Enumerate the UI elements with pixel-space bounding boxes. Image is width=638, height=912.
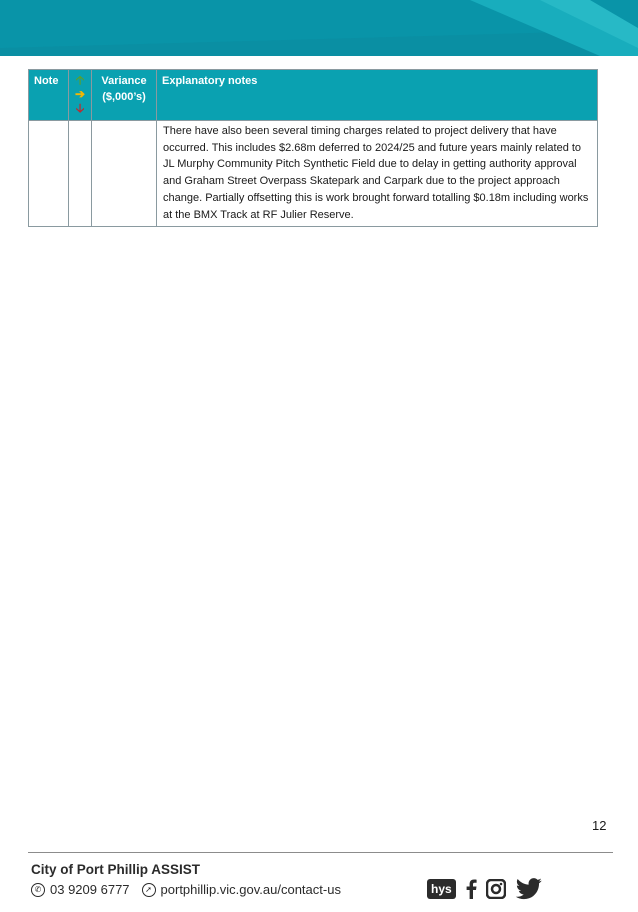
banner-graphic [0,0,638,56]
note-column-header: Note [29,70,69,121]
arrow-up-icon: 🡡 [75,73,85,87]
header-banner [0,0,638,56]
table-header-row [29,70,598,121]
phone-icon: ✆ [31,883,45,897]
hys-icon[interactable]: hys [427,879,456,899]
footer-divider [28,852,613,853]
web-icon: ➚ [142,883,156,897]
trend-column-header [69,70,92,121]
table-row [29,121,598,227]
variance-column-header: Variance ($,000’s) [92,70,157,121]
footer-contact [31,882,341,897]
note-cell [29,121,69,227]
instagram-icon[interactable] [486,879,506,899]
explanatory-notes-column-header: Explanatory notes [157,70,598,121]
explanatory-notes-table [28,69,598,227]
footer-website-link[interactable]: portphillip.vic.gov.au/contact-us [160,882,341,897]
arrow-right-icon: ➔ [74,87,86,101]
explanation-cell: There have also been several timing charges related to project delivery that have occurred. This includes $2.68m deferred to 2024/25 and future years mainly related to JL Murphy Community Pitch Synthetic Field due to delay in getting authority approval and Graham Street Overpass Skatepark and Carpark due to the project approach change. Partially offsetting this is work brought forward totalling $0.18m including works at the BMX Track at RF Julier Reserve. [157,121,598,227]
footer-org-name: City of Port Phillip ASSIST [31,862,201,877]
trend-cell [69,121,92,227]
social-icons [427,878,543,900]
page-number: 12 [592,818,607,833]
facebook-icon[interactable] [465,879,477,899]
arrow-down-icon: 🡣 [75,101,85,115]
footer-phone[interactable]: 03 9209 6777 [50,882,130,897]
variance-cell [92,121,157,227]
twitter-icon[interactable] [515,878,543,900]
